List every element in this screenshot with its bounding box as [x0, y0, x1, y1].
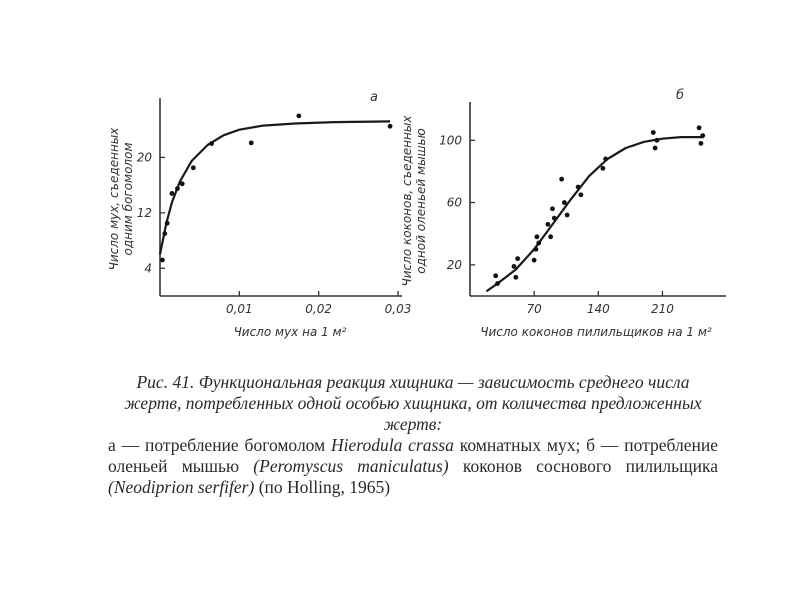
chart2-data-point: [548, 234, 553, 239]
chart1-xtick-label-1: 0,02: [305, 302, 333, 316]
chart1-ytick-label-0: 4: [144, 261, 152, 276]
chart2-y-axis-label-line2: одной оленьей мышью: [414, 128, 428, 274]
caption-text-2: комнатных мух; б — потребление оленьей мышью: [108, 435, 718, 476]
chart1-y-axis-label-line1: Число мух, съеденных: [107, 127, 121, 271]
caption-species-1: Hierodula crassa: [331, 435, 454, 455]
chart2-panel-label: б: [676, 88, 685, 103]
chart2-data-point: [562, 200, 567, 205]
caption-title: Рис. 41. Функциональная реакция хищника — зависимость среднего числа жертв, потребленных одной особью хищника, от количества предложенных жертв:: [124, 372, 702, 434]
chart2-xtick-label-1: 140: [586, 302, 610, 316]
chart2-data-point: [600, 166, 605, 171]
chart2-ytick-label-1: 60: [446, 195, 462, 210]
chart2-data-point: [578, 192, 583, 197]
chart2-data-point: [495, 281, 500, 286]
chart2-xtick-label-2: 210: [650, 302, 674, 316]
chart2-data-point: [534, 247, 539, 252]
chart2-data-point: [576, 185, 581, 190]
chart2-data-point: [545, 222, 550, 227]
chart1-y-axis-label-line2: одним богомолом: [121, 142, 135, 256]
chart1-ytick-label-2: 20: [136, 150, 152, 165]
chart2-data-point: [603, 157, 608, 162]
chart1-xtick-label-2: 0,03: [384, 302, 412, 316]
chart2-data-point: [534, 234, 539, 239]
chart2-data-point: [697, 125, 702, 130]
chart2-data-point: [536, 241, 541, 246]
chart2-y-axis-label-line1: Число коконов, съеденных: [400, 115, 414, 287]
caption-text-4: (по Holling, 1965): [254, 477, 391, 497]
chart1-panel-label: а: [370, 90, 378, 105]
chart1-xtick-label-0: 0,01: [225, 302, 253, 316]
chart2-data-point: [559, 177, 564, 182]
chart2-ytick-label-0: 20: [446, 257, 462, 272]
chart2-data-point: [515, 256, 520, 261]
chart2-data-point: [532, 258, 537, 263]
chart2-xtick-label-0: 70: [526, 302, 542, 316]
chart2-data-point: [550, 206, 555, 211]
chart2-data-point: [651, 130, 656, 135]
chart2-data-point: [552, 216, 557, 221]
chart2-x-axis-label: Число коконов пилильщиков на 1 м²: [480, 325, 712, 339]
chart2-ytick-label-2: 100: [439, 133, 462, 148]
figure-caption: [108, 372, 718, 498]
chart2-data-point: [653, 146, 658, 151]
chart2-data-point: [700, 133, 705, 138]
chart2-data-point: [655, 138, 660, 143]
chart1-x-axis-label: Число мух на 1 м²: [233, 325, 347, 339]
caption-body: [108, 435, 718, 498]
chart2-data-point: [512, 264, 517, 269]
chart1-ytick-label-1: 12: [136, 205, 152, 220]
caption-text-1: а — потребление богомолом: [108, 435, 332, 455]
chart2-data-point: [513, 275, 518, 280]
caption-text-3: коконов соснового пилильщика: [448, 456, 718, 476]
caption-species-3: (Neodiprion serfifer): [108, 477, 255, 497]
chart2-data-point: [493, 273, 498, 278]
chart2-fitted-curve: [487, 137, 704, 291]
chart2-data-point: [565, 213, 570, 218]
caption-species-2: (Peromyscus maniculatus): [253, 456, 449, 476]
chart2-data-point: [699, 141, 704, 146]
